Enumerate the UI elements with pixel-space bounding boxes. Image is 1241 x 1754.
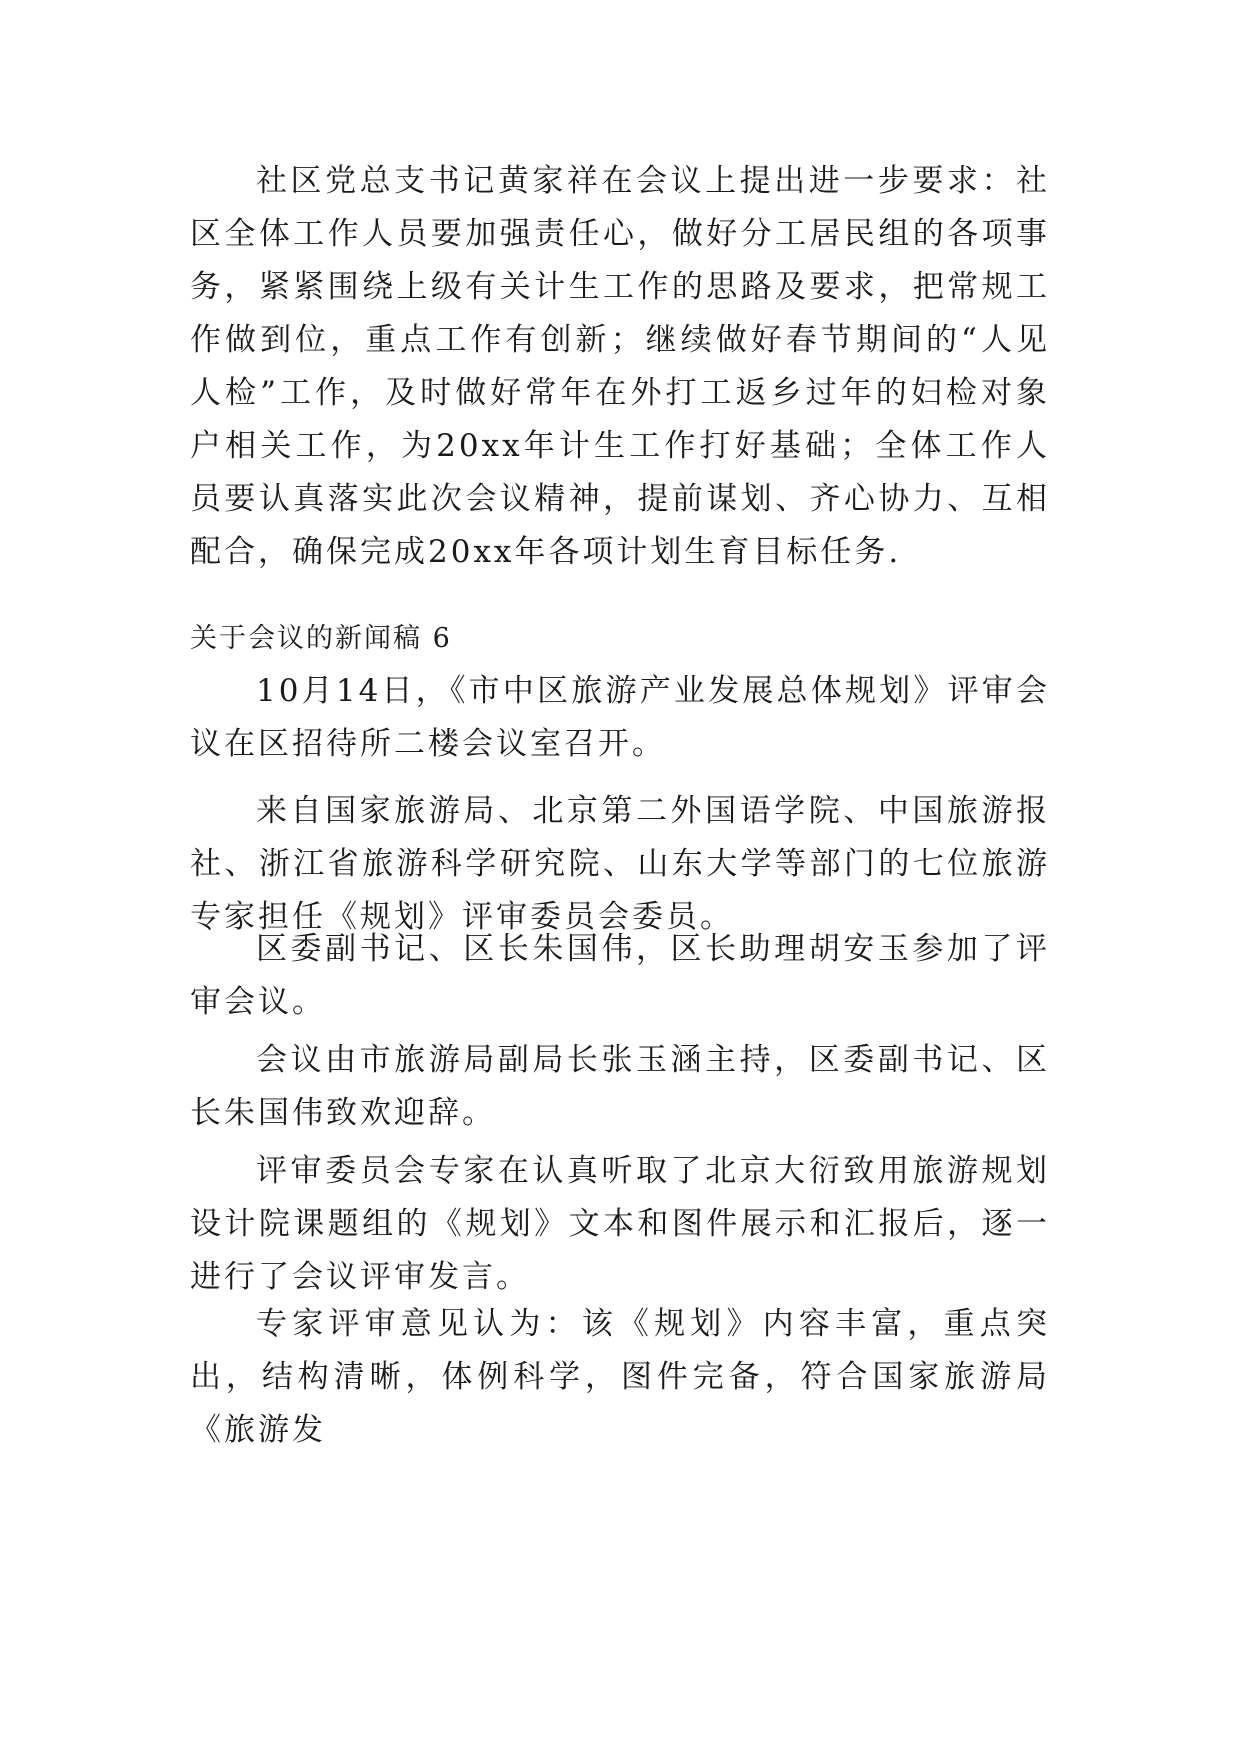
- body-paragraph: 区委副书记、区长朱国伟，区长助理胡安玉参加了评审会议。: [190, 931, 1050, 1020]
- body-paragraph: 评审委员会专家在认真听取了北京大衍致用旅游规划设计院课题组的《规划》文本和图件展示和汇报后，逐一进行了会议评审发言。: [190, 1153, 1050, 1295]
- section-title: 关于会议的新闻稿 6: [190, 623, 452, 654]
- body-paragraph: 会议由市旅游局副局长张玉涵主持，区委副书记、区长朱国伟致欢迎辞。: [190, 1042, 1050, 1131]
- body-paragraph: 10月14日，《市中区旅游产业发展总体规划》评审会议在区招待所二楼会议室召开。: [190, 673, 1050, 762]
- body-paragraph: 社区党总支书记黄家祥在会议上提出进一步要求：社区全体工作人员要加强责任心，做好分工居民组的各项事务，紧紧围绕上级有关计生工作的思路及要求，把常规工作做到位，重点工作有创新；继续做好春节期间的“人见人检”工作，及时做好常年在外打工返乡过年的妇检对象户相关工作，为20xx年计生工作打好基础；全体工作人员要认真落实此次会议精神，提前谋划、齐心协力、互相配合，确保完成20xx年各项计划生育目标任务.: [190, 163, 1050, 570]
- body-paragraph: 来自国家旅游局、北京第二外国语学院、中国旅游报社、浙江省旅游科学研究院、山东大学等部门的七位旅游专家担任《规划》评审委员会委员。: [190, 793, 1050, 935]
- body-paragraph: 专家评审意见认为：该《规划》内容丰富，重点突出，结构清晰，体例科学，图件完备，符合国家旅游局《旅游发: [190, 1306, 1050, 1448]
